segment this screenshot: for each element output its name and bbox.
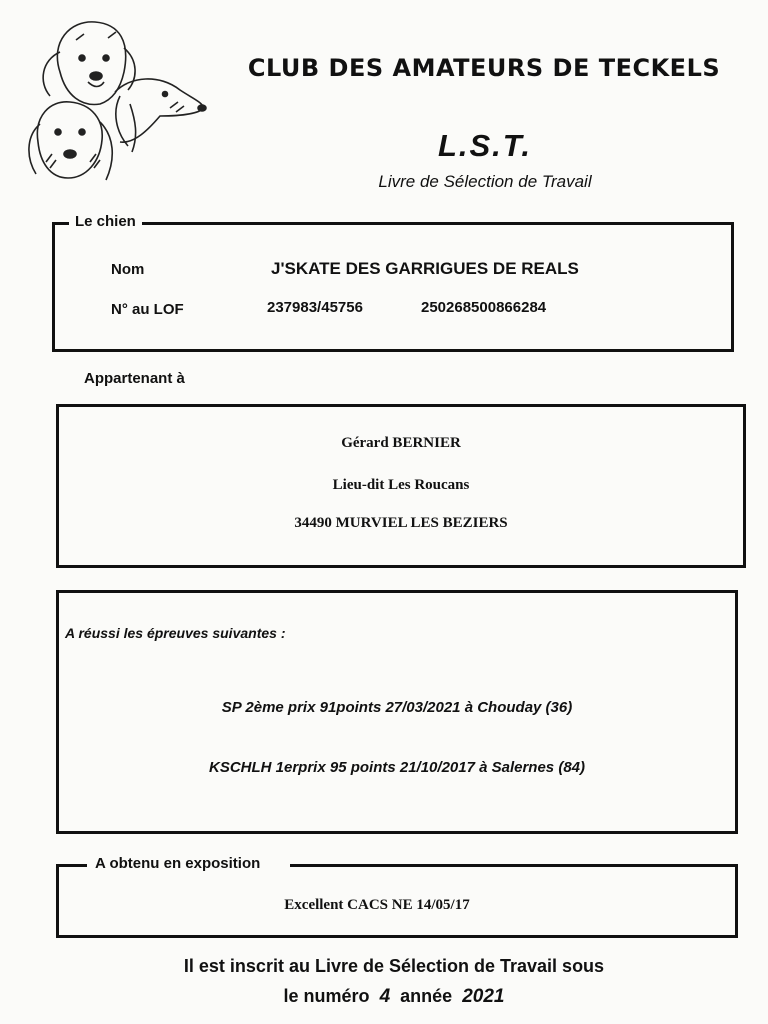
- trial-item: SP 2ème prix 91points 27/03/2021 à Chouday (36): [221, 699, 573, 716]
- lof-label: N° au LOF: [111, 301, 184, 318]
- registration-number-prefix: le numéro: [283, 986, 370, 1006]
- exposition-section: [56, 855, 738, 938]
- dog-section-label: Le chien: [69, 213, 142, 231]
- nom-label: Nom: [111, 261, 145, 278]
- trials-section: [56, 590, 738, 834]
- owner-address-line1: Lieu-dit Les Roucans: [332, 477, 470, 493]
- lst-subtitle: Livre de Sélection de Travail: [378, 172, 592, 191]
- registration-number: 4: [379, 986, 391, 1007]
- owner-section-label: Appartenant à: [84, 370, 185, 387]
- registration-number-line: [0, 986, 768, 1008]
- registration-line: Il est inscrit au Livre de Sélection de Travail sous: [183, 956, 605, 976]
- exposition-section-label: A obtenu en exposition: [87, 855, 290, 873]
- registration-year-label: année: [400, 986, 453, 1006]
- exposition-result: Excellent CACS NE 14/05/17: [284, 897, 470, 913]
- registration-year: 2021: [462, 986, 505, 1007]
- owner-section: [56, 404, 746, 568]
- lof-number: 237983/45756: [267, 299, 363, 316]
- club-title: CLUB DES AMATEURS DE TECKELS: [247, 54, 721, 82]
- lst-title: L.S.T.: [437, 128, 533, 163]
- owner-name: Gérard BERNIER: [341, 435, 461, 451]
- owner-address-line2: 34490 MURVIEL LES BEZIERS: [294, 515, 508, 531]
- dog-name: J'SKATE DES GARRIGUES DE REALS: [271, 259, 579, 278]
- trial-item: KSCHLH 1erprix 95 points 21/10/2017 à Salernes (84): [208, 759, 585, 776]
- dachshund-heads-illustration: [20, 12, 210, 190]
- identification-number: 250268500866284: [421, 299, 547, 316]
- dog-section: [52, 213, 734, 352]
- trials-section-label: A réussi les épreuves suivantes :: [65, 625, 286, 641]
